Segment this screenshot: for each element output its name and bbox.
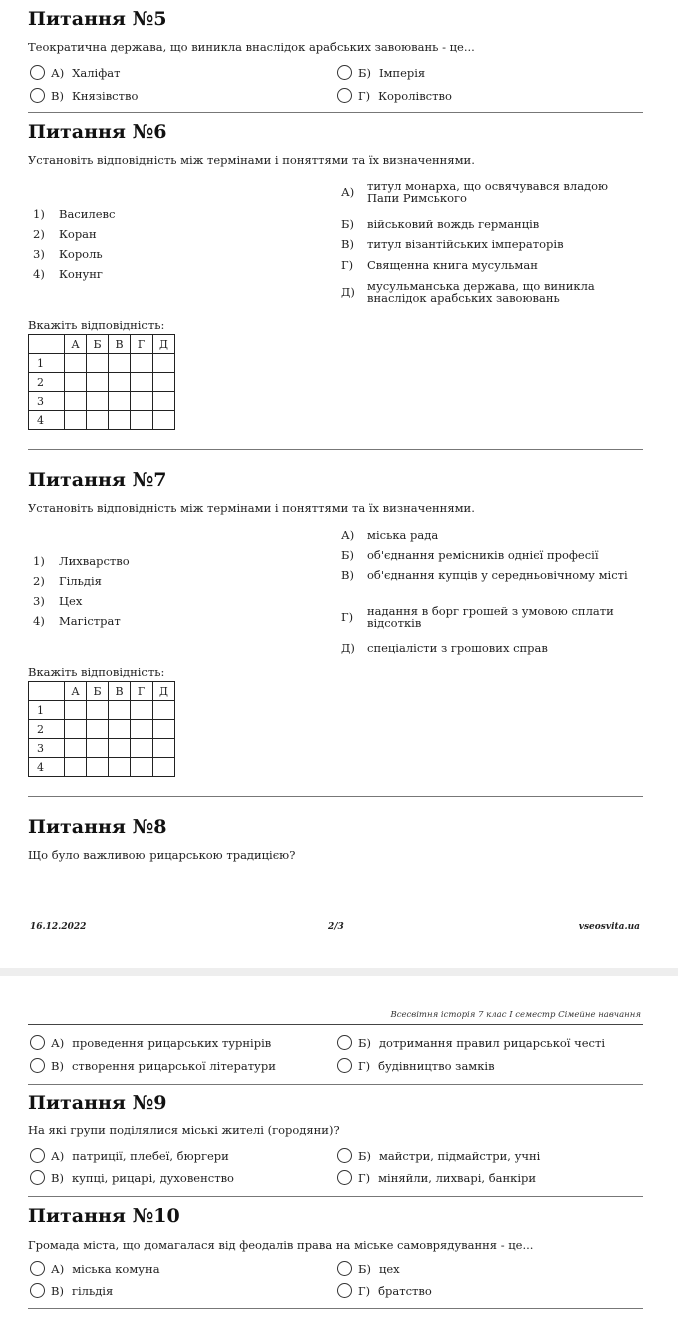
divider bbox=[28, 796, 643, 797]
radio-button[interactable] bbox=[337, 1035, 352, 1050]
option-text: братство bbox=[378, 1283, 432, 1298]
q7-term bbox=[33, 615, 121, 627]
answer-cell[interactable] bbox=[131, 739, 153, 758]
q9-text: На які групи поділялися міські жителі (городяни)? bbox=[28, 1123, 340, 1137]
option-text: будівництво замків bbox=[378, 1058, 495, 1073]
answer-cell[interactable] bbox=[153, 411, 175, 430]
q5-option[interactable] bbox=[337, 88, 452, 103]
column-header: Д bbox=[153, 335, 175, 354]
definition-letter: Д) bbox=[341, 285, 355, 299]
q5-option[interactable] bbox=[337, 65, 425, 80]
answer-cell[interactable] bbox=[87, 354, 109, 373]
column-header: Г bbox=[131, 682, 153, 701]
q6-answer-table bbox=[28, 334, 175, 430]
row-header: 3 bbox=[29, 392, 65, 411]
q9-title: Питання №9 bbox=[28, 1092, 167, 1114]
answer-cell[interactable] bbox=[131, 411, 153, 430]
q7-definition bbox=[341, 642, 636, 654]
q7-term bbox=[33, 575, 102, 587]
divider bbox=[28, 1196, 643, 1197]
option-text: Королівство bbox=[378, 88, 452, 103]
table-corner bbox=[29, 682, 65, 701]
q7-answer-table bbox=[28, 681, 175, 777]
answer-cell[interactable] bbox=[109, 701, 131, 720]
q7-definition bbox=[341, 569, 636, 581]
term-number: 3) bbox=[33, 247, 45, 261]
definition-text: військовий вождь германців bbox=[367, 217, 540, 231]
definition-text: титул монарха, що освячувався владою Папи Римського bbox=[367, 179, 609, 205]
answer-cell[interactable] bbox=[109, 354, 131, 373]
row-header: 4 bbox=[29, 411, 65, 430]
column-header: Б bbox=[87, 682, 109, 701]
column-header: А bbox=[65, 682, 87, 701]
option-letter: А) bbox=[51, 1261, 65, 1276]
divider bbox=[28, 1024, 643, 1025]
definition-text: спеціалісти з грошових справ bbox=[367, 641, 548, 655]
term-number: 4) bbox=[33, 267, 45, 281]
q9-option[interactable] bbox=[30, 1170, 234, 1185]
q8-option[interactable] bbox=[30, 1058, 276, 1073]
option-text: Князівство bbox=[71, 88, 139, 103]
row-header: 2 bbox=[29, 720, 65, 739]
option-letter: Б) bbox=[358, 1035, 371, 1050]
answer-cell[interactable] bbox=[109, 739, 131, 758]
radio-button[interactable] bbox=[337, 88, 352, 103]
term-text: Магістрат bbox=[59, 614, 121, 628]
answer-cell[interactable] bbox=[109, 758, 131, 777]
footer-page: 2/3 bbox=[328, 922, 344, 932]
option-letter: Б) bbox=[358, 65, 371, 80]
answer-cell[interactable] bbox=[109, 373, 131, 392]
option-text: дотримання правил рицарської честі bbox=[378, 1035, 606, 1050]
q6-definition bbox=[341, 280, 636, 304]
answer-cell[interactable] bbox=[65, 354, 87, 373]
divider bbox=[28, 1084, 643, 1085]
q6-term bbox=[33, 228, 97, 240]
radio-button[interactable] bbox=[337, 1170, 352, 1185]
answer-cell[interactable] bbox=[131, 758, 153, 777]
term-text: Василевс bbox=[59, 207, 116, 221]
option-letter: В) bbox=[51, 1283, 64, 1298]
q8-option[interactable] bbox=[337, 1035, 605, 1050]
q5-option[interactable] bbox=[30, 65, 120, 80]
definition-text: об'єднання купців у середньовічному місті bbox=[367, 568, 628, 582]
answer-cell[interactable] bbox=[109, 720, 131, 739]
q6-term bbox=[33, 208, 115, 220]
q7-term bbox=[33, 555, 130, 567]
column-header: В bbox=[109, 682, 131, 701]
q10-text: Громада міста, що домагалася від феодалів права на міське самоврядування - це... bbox=[28, 1238, 534, 1252]
q8-title: Питання №8 bbox=[28, 816, 167, 838]
option-text: цех bbox=[378, 1261, 400, 1276]
definition-letter: В) bbox=[341, 237, 354, 251]
q6-definition bbox=[341, 259, 636, 271]
definition-text: мусульманська держава, що виникла внаслідок арабських завоювань bbox=[367, 279, 595, 305]
row-header: 2 bbox=[29, 373, 65, 392]
definition-letter: А) bbox=[341, 528, 355, 542]
q7-definition bbox=[341, 549, 636, 561]
option-letter: Г) bbox=[358, 1058, 371, 1073]
answer-cell[interactable] bbox=[87, 720, 109, 739]
definition-letter: Б) bbox=[341, 217, 354, 231]
answer-cell[interactable] bbox=[65, 758, 87, 777]
q9-option[interactable] bbox=[337, 1170, 536, 1185]
q6-definition bbox=[341, 180, 636, 204]
q5-text: Теократична держава, що виникла внаслідок арабських завоювань - це... bbox=[28, 40, 475, 54]
option-letter: Б) bbox=[358, 1261, 371, 1276]
radio-button[interactable] bbox=[30, 1058, 45, 1073]
q6-answer-label: Вкажіть відповідність: bbox=[28, 318, 165, 332]
q7-term bbox=[33, 595, 82, 607]
term-text: Цех bbox=[59, 594, 83, 608]
option-text: міняйли, лихварі, банкіри bbox=[378, 1170, 537, 1185]
q6-term bbox=[33, 268, 103, 280]
answer-cell[interactable] bbox=[153, 373, 175, 392]
answer-cell[interactable] bbox=[87, 373, 109, 392]
definition-text: титул візантійських імператорів bbox=[367, 237, 564, 251]
answer-cell[interactable] bbox=[153, 354, 175, 373]
definition-letter: В) bbox=[341, 568, 354, 582]
q10-option[interactable] bbox=[30, 1261, 160, 1276]
answer-cell[interactable] bbox=[153, 739, 175, 758]
answer-cell[interactable] bbox=[87, 411, 109, 430]
answer-cell[interactable] bbox=[131, 720, 153, 739]
answer-cell[interactable] bbox=[131, 354, 153, 373]
definition-letter: Д) bbox=[341, 641, 355, 655]
term-number: 2) bbox=[33, 574, 45, 588]
option-letter: Б) bbox=[358, 1148, 371, 1163]
q8-option[interactable] bbox=[30, 1035, 271, 1050]
answer-cell[interactable] bbox=[87, 701, 109, 720]
radio-button[interactable] bbox=[30, 65, 45, 80]
radio-button[interactable] bbox=[30, 1261, 45, 1276]
answer-cell[interactable] bbox=[153, 758, 175, 777]
option-text: гільдія bbox=[71, 1283, 114, 1298]
answer-cell[interactable] bbox=[65, 392, 87, 411]
q10-title: Питання №10 bbox=[28, 1205, 180, 1227]
option-letter: Г) bbox=[358, 1170, 371, 1185]
row-header: 3 bbox=[29, 739, 65, 758]
definition-letter: А) bbox=[341, 185, 355, 199]
page-break bbox=[0, 968, 678, 976]
option-text: проведення рицарських турнірів bbox=[72, 1035, 272, 1050]
option-letter: Г) bbox=[358, 88, 371, 103]
column-header: Д bbox=[153, 682, 175, 701]
option-text: Халіфат bbox=[72, 65, 121, 80]
option-letter: В) bbox=[51, 88, 64, 103]
q7-answer-label: Вкажіть відповідність: bbox=[28, 665, 165, 679]
term-text: Лихварство bbox=[59, 554, 130, 568]
option-text: купці, рицарі, духовенство bbox=[71, 1170, 234, 1185]
answer-cell[interactable] bbox=[153, 392, 175, 411]
q9-option[interactable] bbox=[337, 1148, 540, 1163]
definition-text: надання в борг грошей з умовою сплати відсотків bbox=[367, 604, 614, 630]
radio-button[interactable] bbox=[30, 1035, 45, 1050]
q8-text: Що було важливою рицарською традицією? bbox=[28, 848, 296, 862]
term-number: 2) bbox=[33, 227, 45, 241]
radio-button[interactable] bbox=[337, 1148, 352, 1163]
term-text: Конунг bbox=[59, 267, 103, 281]
definition-letter: Г) bbox=[341, 610, 354, 624]
answer-cell[interactable] bbox=[87, 739, 109, 758]
answer-cell[interactable] bbox=[109, 392, 131, 411]
divider bbox=[28, 449, 643, 450]
term-text: Король bbox=[59, 247, 103, 261]
radio-button[interactable] bbox=[337, 1283, 352, 1298]
q7-title: Питання №7 bbox=[28, 469, 167, 491]
option-letter: В) bbox=[51, 1170, 64, 1185]
answer-cell[interactable] bbox=[87, 392, 109, 411]
q7-text: Установіть відповідність між термінами і поняттями та їх визначеннями. bbox=[28, 501, 475, 515]
radio-button[interactable] bbox=[30, 1148, 45, 1163]
radio-button[interactable] bbox=[30, 88, 45, 103]
answer-cell[interactable] bbox=[131, 373, 153, 392]
option-text: майстри, підмайстри, учні bbox=[378, 1148, 541, 1163]
answer-cell[interactable] bbox=[131, 701, 153, 720]
answer-cell[interactable] bbox=[65, 373, 87, 392]
radio-button[interactable] bbox=[337, 1261, 352, 1276]
q10-option[interactable] bbox=[337, 1261, 400, 1276]
answer-cell[interactable] bbox=[131, 392, 153, 411]
q6-term bbox=[33, 248, 103, 260]
q5-option[interactable] bbox=[30, 88, 138, 103]
option-letter: Г) bbox=[358, 1283, 371, 1298]
q10-option[interactable] bbox=[30, 1283, 113, 1298]
divider bbox=[28, 1308, 643, 1309]
q5-title: Питання №5 bbox=[28, 8, 167, 30]
column-header: А bbox=[65, 335, 87, 354]
q8-option[interactable] bbox=[337, 1058, 495, 1073]
term-number: 1) bbox=[33, 554, 45, 568]
column-header: В bbox=[109, 335, 131, 354]
column-header: Г bbox=[131, 335, 153, 354]
answer-cell[interactable] bbox=[65, 720, 87, 739]
option-letter: В) bbox=[51, 1058, 64, 1073]
answer-cell[interactable] bbox=[65, 411, 87, 430]
q9-option[interactable] bbox=[30, 1148, 229, 1163]
radio-button[interactable] bbox=[30, 1170, 45, 1185]
radio-button[interactable] bbox=[337, 65, 352, 80]
row-header: 4 bbox=[29, 758, 65, 777]
answer-cell[interactable] bbox=[153, 720, 175, 739]
term-number: 4) bbox=[33, 614, 45, 628]
page-header: Всесвітня історія 7 клас І семестр Сімейне навчання bbox=[390, 1010, 641, 1020]
answer-cell[interactable] bbox=[87, 758, 109, 777]
option-text: Імперія bbox=[378, 65, 426, 80]
q7-definition bbox=[341, 605, 636, 629]
q6-title: Питання №6 bbox=[28, 121, 167, 143]
q7-definition bbox=[341, 529, 636, 541]
q6-text: Установіть відповідність між термінами і поняттями та їх визначеннями. bbox=[28, 153, 475, 167]
term-text: Гільдія bbox=[59, 574, 102, 588]
term-number: 1) bbox=[33, 207, 45, 221]
q10-option[interactable] bbox=[337, 1283, 432, 1298]
divider bbox=[28, 112, 643, 113]
definition-letter: Б) bbox=[341, 548, 354, 562]
radio-button[interactable] bbox=[30, 1283, 45, 1298]
q6-definition bbox=[341, 238, 636, 250]
option-text: патриції, плебеї, бюргери bbox=[72, 1148, 229, 1163]
answer-cell[interactable] bbox=[109, 411, 131, 430]
column-header: Б bbox=[87, 335, 109, 354]
radio-button[interactable] bbox=[337, 1058, 352, 1073]
option-letter: А) bbox=[51, 1035, 65, 1050]
table-corner bbox=[29, 335, 65, 354]
option-letter: А) bbox=[51, 65, 65, 80]
answer-cell[interactable] bbox=[153, 701, 175, 720]
term-number: 3) bbox=[33, 594, 45, 608]
row-header: 1 bbox=[29, 701, 65, 720]
definition-text: Священна книга мусульман bbox=[367, 258, 538, 272]
option-letter: А) bbox=[51, 1148, 65, 1163]
footer-date: 16.12.2022 bbox=[30, 922, 87, 932]
answer-cell[interactable] bbox=[65, 739, 87, 758]
option-text: міська комуна bbox=[72, 1261, 160, 1276]
answer-cell[interactable] bbox=[65, 701, 87, 720]
q6-definition bbox=[341, 218, 636, 230]
footer-site: vseosvita.ua bbox=[578, 922, 640, 932]
option-text: створення рицарської літератури bbox=[71, 1058, 276, 1073]
definition-letter: Г) bbox=[341, 258, 354, 272]
definition-text: міська рада bbox=[367, 528, 439, 542]
row-header: 1 bbox=[29, 354, 65, 373]
term-text: Коран bbox=[59, 227, 97, 241]
definition-text: об'єднання ремісників однієї професії bbox=[367, 548, 599, 562]
